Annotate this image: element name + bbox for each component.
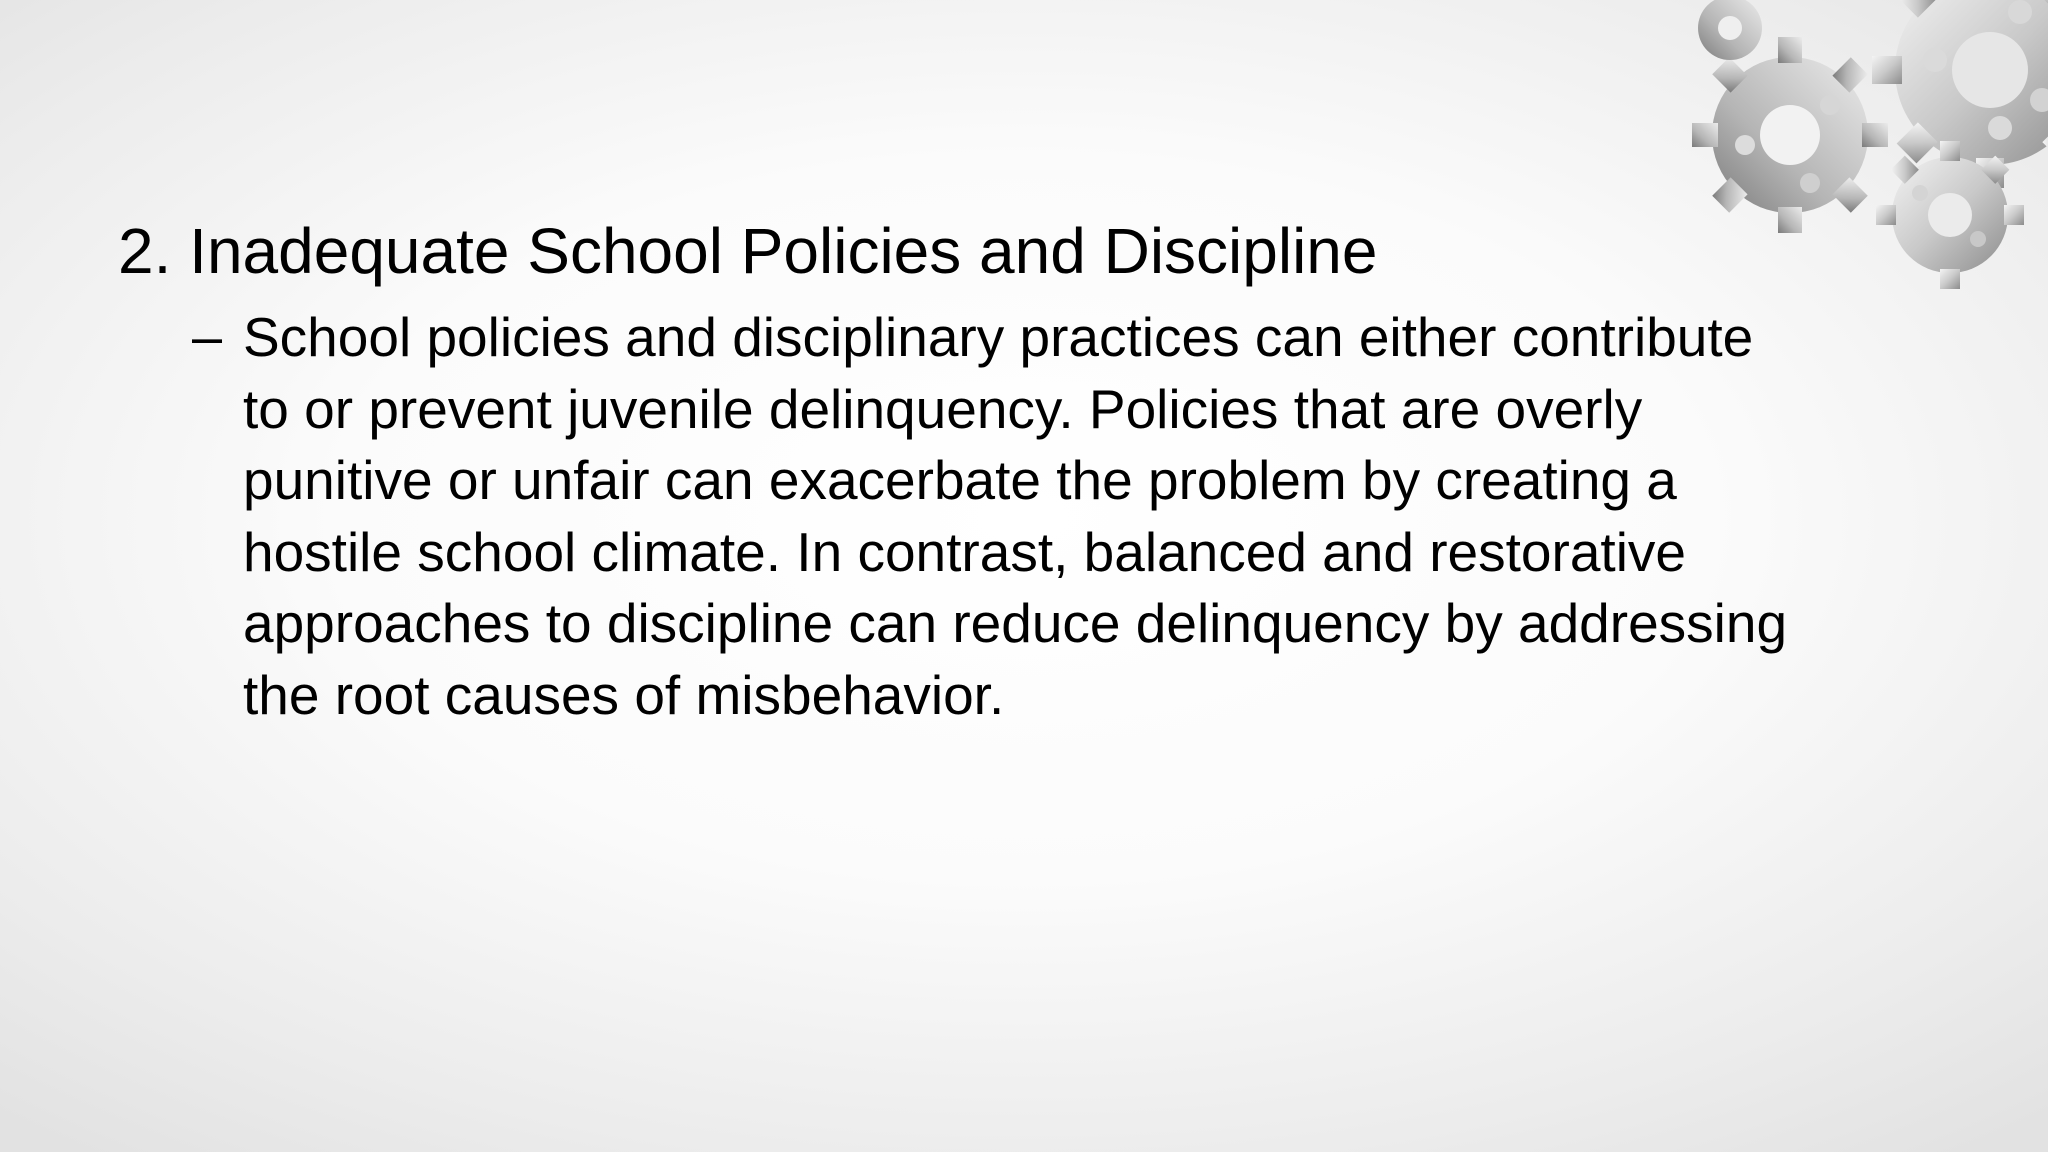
slide-heading: 2. Inadequate School Policies and Discipline: [118, 215, 1378, 287]
gears-icon: [1660, 0, 2048, 300]
bullet-text-line: punitive or unfair can exacerbate the problem by creating a: [243, 449, 1677, 511]
bullet-text-line: approaches to discipline can reduce delinquency by addressing: [243, 592, 1788, 654]
bullet-text-line: the root causes of misbehavior.: [243, 663, 1005, 726]
bullet-text-line: to or prevent juvenile delinquency. Policies that are overly: [243, 377, 1643, 440]
bullet-text-line: School policies and disciplinary practices can either contribute: [243, 306, 1754, 368]
bullet-dash: –: [192, 307, 223, 367]
bullet-text: [243, 302, 1943, 731]
bullet-text-line: hostile school climate. In contrast, balanced and restorative: [243, 520, 1686, 583]
